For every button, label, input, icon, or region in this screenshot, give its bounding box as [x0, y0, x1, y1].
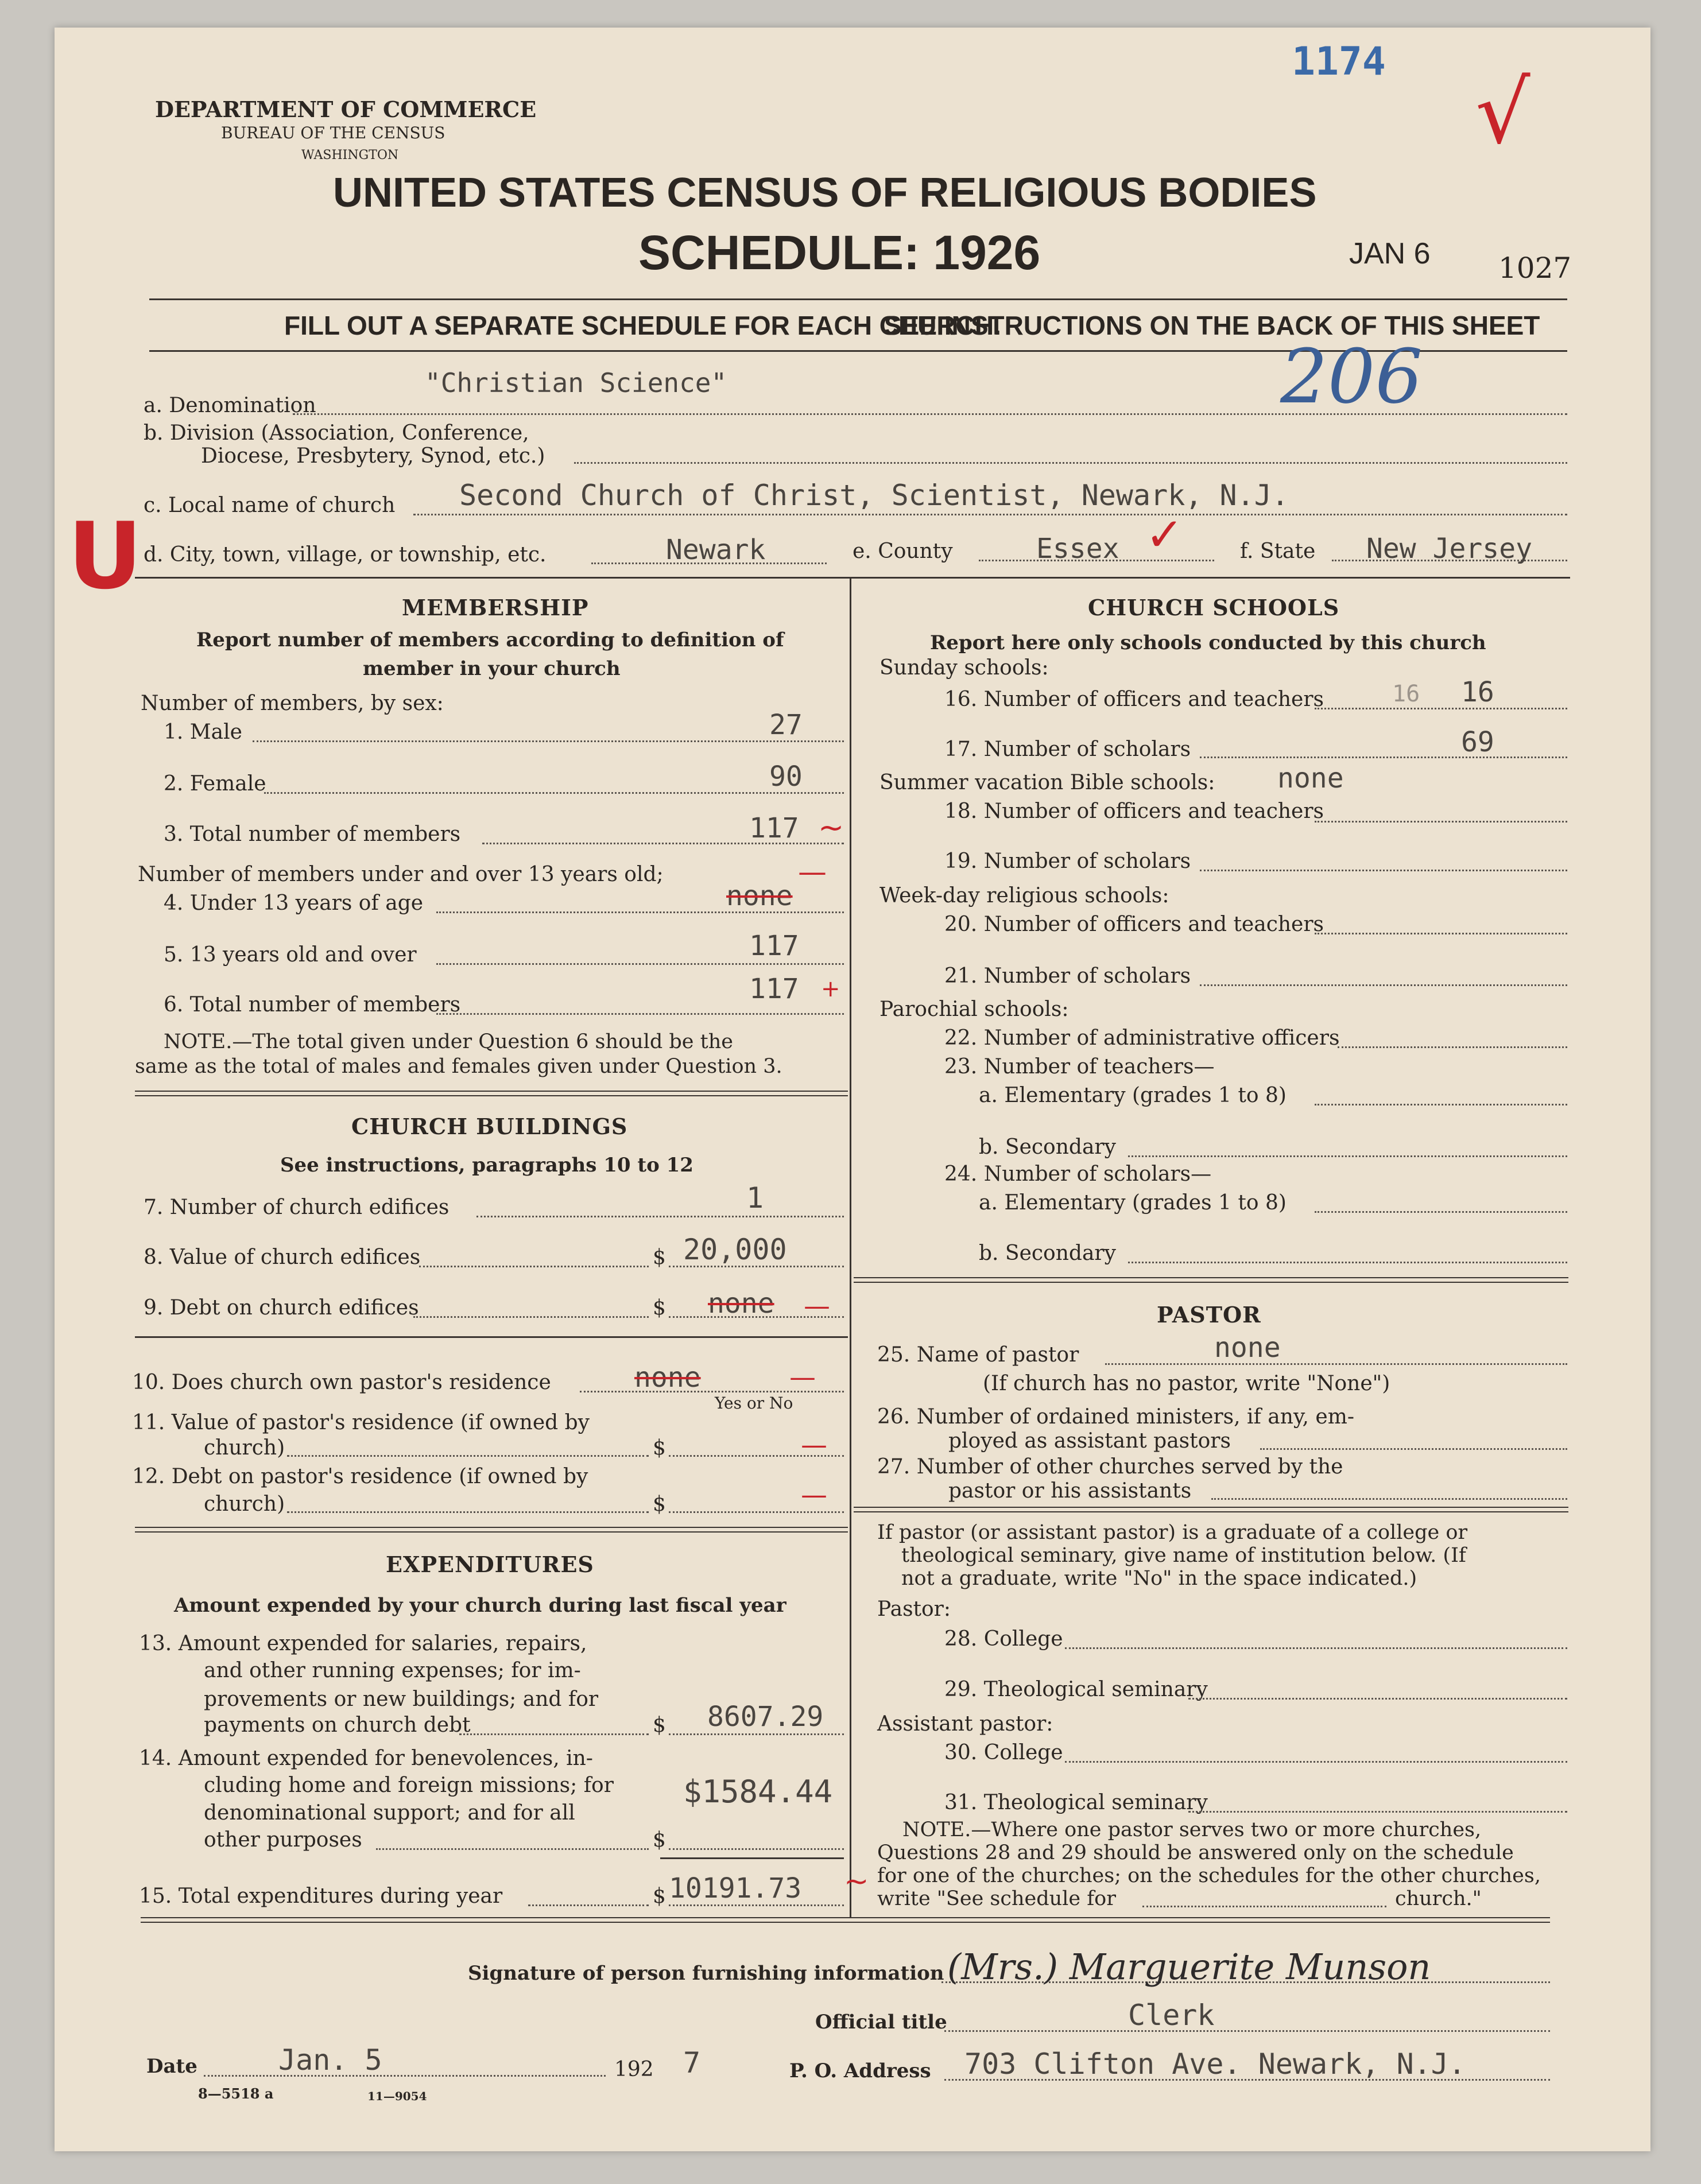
- running-expenses-label-3: provements or new buildings; and for: [204, 1688, 599, 1711]
- members-by-age: Number of members under and over 13 years old;: [138, 863, 664, 886]
- county-value: Essex: [1036, 533, 1119, 565]
- date-value: Jan. 5: [278, 2043, 382, 2077]
- date-label: Date: [146, 2055, 197, 2078]
- running-expenses-amount-line: [669, 1733, 844, 1735]
- residence-debt-mark: —: [801, 1479, 827, 1510]
- teachers-elementary-label: a. Elementary (grades 1 to 8): [979, 1084, 1287, 1107]
- benevolences-label-2: cluding home and foreign missions; for: [204, 1774, 614, 1797]
- female-label: 2. Female: [164, 772, 266, 796]
- assistant-ministers-label-2: ployed as assistant pastors: [948, 1429, 1231, 1453]
- pastor-note-4: write "See schedule for: [877, 1887, 1116, 1910]
- running-expenses-value: 8607.29: [707, 1701, 824, 1733]
- summer-scholars-label: 19. Number of scholars: [944, 849, 1191, 873]
- graduate-intro-3: not a graduate, write "No" in the space indicated.): [901, 1567, 1417, 1590]
- margin-u-mark: U: [68, 502, 142, 610]
- residence-debt-line: [287, 1511, 649, 1513]
- scholars-secondary-line: [1128, 1262, 1567, 1263]
- denomination-label: a. Denomination: [144, 394, 316, 417]
- stamp-number: 1174: [1292, 39, 1386, 84]
- pastor-name-value: none: [1214, 1332, 1281, 1364]
- signature-label: Signature of person furnishing information: [468, 1962, 944, 1985]
- residence-debt-label-2: church): [204, 1492, 285, 1516]
- assistant-ministers-line: [1260, 1448, 1567, 1450]
- official-title-line: [944, 2030, 1550, 2032]
- membership-intro: Report number of members according to definition of: [196, 629, 784, 651]
- official-title-label: Official title: [815, 2011, 947, 2034]
- other-churches-line: [1211, 1498, 1567, 1500]
- residence-value-dollar: $: [653, 1436, 666, 1460]
- po-address-value: 703 Clifton Ave. Newark, N.J.: [964, 2047, 1466, 2081]
- church-name-line: [413, 514, 1567, 515]
- sunday-scholars-label: 17. Number of scholars: [944, 738, 1191, 761]
- edifice-value-line: [419, 1266, 649, 1267]
- county-label: e. County: [853, 540, 953, 563]
- membership-intro-2: member in your church: [363, 657, 621, 680]
- benevolences-line: [376, 1848, 649, 1850]
- print-number: 11—9054: [367, 2089, 427, 2103]
- summer-schools-head: Summer vacation Bible schools:: [879, 771, 1215, 794]
- yes-no-hint: Yes or No: [715, 1394, 793, 1413]
- assistant-college-label: 30. College: [944, 1741, 1063, 1764]
- membership-rule: [135, 1091, 848, 1096]
- assistant-edu-head: Assistant pastor:: [877, 1712, 1053, 1736]
- over-13-line: [436, 963, 844, 965]
- summer-officers-label: 18. Number of officers and teachers: [944, 800, 1324, 823]
- parochial-scholars-label: 24. Number of scholars—: [944, 1162, 1212, 1186]
- bureau-name: BUREAU OF THE CENSUS: [221, 123, 445, 142]
- residence-value-mark: —: [801, 1429, 827, 1460]
- running-expenses-label-4: payments on church debt: [204, 1713, 471, 1737]
- date-year-prefix: 192: [614, 2058, 654, 2081]
- sunday-scholars-line: [1200, 757, 1567, 758]
- sunday-officers-faint: 16: [1392, 681, 1420, 707]
- received-year: 1027: [1498, 251, 1572, 285]
- total-expenditures-check: ~: [844, 1864, 869, 1899]
- parochial-admin-line: [1338, 1046, 1567, 1048]
- teachers-elementary-line: [1315, 1104, 1567, 1105]
- edifices-line: [476, 1216, 844, 1217]
- male-label: 1. Male: [164, 720, 242, 744]
- residence-value-line: [287, 1455, 649, 1457]
- sunday-schools-head: Sunday schools:: [879, 656, 1049, 680]
- summer-officers-line: [1315, 821, 1567, 823]
- over-13-label: 5. 13 years old and over: [164, 943, 417, 967]
- assistant-seminary-line: [1188, 1811, 1567, 1813]
- denomination-value: "Christian Science": [425, 367, 727, 398]
- total-expenditures-amount-line: [669, 1904, 844, 1906]
- running-expenses-dollar: $: [653, 1713, 666, 1737]
- other-churches-label-2: pastor or his assistants: [948, 1479, 1192, 1503]
- male-line: [253, 740, 844, 742]
- assistant-seminary-label: 31. Theological seminary: [944, 1791, 1208, 1814]
- edifices-label: 7. Number of church edifices: [144, 1196, 450, 1219]
- edifice-debt-amount: none: [708, 1287, 774, 1320]
- total-members-value: 117: [749, 812, 799, 844]
- over-13-value: 117: [749, 930, 799, 962]
- header-rule: [149, 298, 1567, 300]
- received-stamp: JAN 6: [1349, 237, 1431, 270]
- footer-rule: [141, 1917, 1550, 1923]
- buildings-rule: [135, 1527, 848, 1533]
- pastor-seminary-label: 29. Theological seminary: [944, 1678, 1208, 1701]
- edifice-debt-dollar: $: [653, 1296, 666, 1320]
- total-members-6-line: [436, 1013, 844, 1015]
- graduate-intro-2: theological seminary, give name of institution below. (If: [901, 1544, 1466, 1567]
- county-check: ✓: [1145, 508, 1184, 561]
- po-address-label: P. O. Address: [789, 2059, 931, 2082]
- total-members-6-value: 117: [749, 973, 799, 1005]
- total-members-check: ~: [818, 809, 844, 845]
- pastor-name-hint: (If church has no pastor, write "None"): [983, 1372, 1390, 1395]
- benevolences-amount-line: [669, 1848, 844, 1850]
- sunday-scholars-value: 69: [1461, 726, 1494, 758]
- total-members-6-label: 6. Total number of members: [164, 993, 461, 1017]
- schedule-year: SCHEDULE: 1926: [638, 226, 1041, 280]
- form-title: UNITED STATES CENSUS OF RELIGIOUS BODIES: [333, 170, 1317, 216]
- total-members-6-check: +: [821, 976, 840, 1002]
- female-value: 90: [769, 761, 803, 793]
- form-number: 8—5518 a: [198, 2085, 274, 2102]
- residence-debt-label: 12. Debt on pastor's residence (if owned by: [132, 1465, 588, 1488]
- pastor-heading: PASTOR: [1157, 1302, 1261, 1328]
- residence-debt-dollar: $: [653, 1492, 666, 1516]
- residence-owned-mark: —: [789, 1361, 816, 1392]
- residence-owned-label: 10. Does church own pastor's residence: [132, 1371, 551, 1394]
- edifice-debt-label: 9. Debt on church edifices: [144, 1296, 419, 1320]
- membership-note: NOTE.—The total given under Question 6 should be the: [164, 1030, 733, 1053]
- edifices-value: 1: [746, 1181, 764, 1215]
- total-expenditures-dollar: $: [653, 1884, 666, 1908]
- membership-note-2: same as the total of males and females given under Question 3.: [135, 1055, 782, 1078]
- pastor-note: NOTE.—Where one pastor serves two or more churches,: [902, 1818, 1482, 1841]
- edifice-value-dollar: $: [653, 1246, 666, 1269]
- sunday-officers-line: [1315, 708, 1567, 709]
- pastor-rule: [854, 1507, 1568, 1512]
- bureau-city: WASHINGTON: [301, 148, 399, 162]
- department-name: DEPARTMENT OF COMMERCE: [155, 96, 537, 122]
- code-number: 206: [1280, 333, 1423, 420]
- graduate-intro: If pastor (or assistant pastor) is a graduate of a college or: [877, 1521, 1468, 1544]
- running-expenses-label: 13. Amount expended for salaries, repairs,: [139, 1632, 587, 1655]
- pastor-note-5: church.": [1395, 1887, 1482, 1910]
- edifice-value-label: 8. Value of church edifices: [144, 1246, 421, 1269]
- expenditures-sub: Amount expended by your church during last fiscal year: [174, 1594, 786, 1617]
- assistant-college-line: [1065, 1761, 1567, 1763]
- weekday-schools-head: Week-day religious schools:: [879, 884, 1169, 907]
- benevolences-value: $1584.44: [683, 1774, 833, 1810]
- scholars-secondary-label: b. Secondary: [979, 1242, 1116, 1265]
- state-label: f. State: [1240, 540, 1316, 563]
- scholars-elementary-line: [1315, 1211, 1567, 1213]
- date-year-digit: 7: [683, 2046, 701, 2080]
- pastor-college-line: [1065, 1647, 1567, 1649]
- sunday-officers-label: 16. Number of officers and teachers: [944, 688, 1324, 711]
- column-divider: [850, 579, 851, 1917]
- total-expenditures-label: 15. Total expenditures during year: [139, 1884, 503, 1908]
- division-label-2: Diocese, Presbytery, Synod, etc.): [201, 444, 545, 468]
- residence-owned-value: none: [634, 1361, 701, 1394]
- benevolences-label-3: denominational support; and for all: [204, 1801, 575, 1825]
- pastor-edu-head: Pastor:: [877, 1597, 951, 1621]
- pastor-name-line: [1105, 1363, 1567, 1365]
- date-line: [204, 2075, 606, 2077]
- summer-schools-value: none: [1277, 762, 1344, 794]
- under-13-label: 4. Under 13 years of age: [164, 891, 424, 915]
- parochial-schools-head: Parochial schools:: [879, 998, 1069, 1021]
- edifice-debt-mark: —: [804, 1290, 830, 1321]
- parochial-teachers-label: 23. Number of teachers—: [944, 1055, 1215, 1079]
- total-members-label: 3. Total number of members: [164, 823, 461, 846]
- membership-heading: MEMBERSHIP: [402, 595, 589, 620]
- church-name-label: c. Local name of church: [144, 494, 396, 517]
- by-age-mark: —: [798, 855, 827, 889]
- under-13-value: none: [726, 880, 793, 912]
- running-expenses-label-2: and other running expenses; for im-: [204, 1659, 581, 1682]
- scholars-elementary-label: a. Elementary (grades 1 to 8): [979, 1191, 1287, 1215]
- residence-value-label-2: church): [204, 1436, 285, 1460]
- residence-debt-amount-line: [669, 1511, 844, 1513]
- pastor-note-3: for one of the churches; on the schedules for the other churches,: [877, 1864, 1541, 1887]
- expenditures-heading: EXPENDITURES: [386, 1551, 594, 1577]
- city-value: Newark: [666, 534, 766, 566]
- weekday-officers-label: 20. Number of officers and teachers: [944, 913, 1324, 936]
- city-label: d. City, town, village, or township, etc.: [144, 543, 547, 567]
- pastor-college-label: 28. College: [944, 1627, 1063, 1651]
- check-mark: √: [1475, 63, 1530, 163]
- parochial-admin-label: 22. Number of administrative officers: [944, 1026, 1340, 1050]
- residence-value-label: 11. Value of pastor's residence (if owned by: [132, 1411, 590, 1434]
- sunday-officers-value: 16: [1461, 676, 1494, 708]
- identity-rule: [135, 577, 1570, 579]
- weekday-scholars-line: [1200, 984, 1567, 986]
- benevolences-label: 14. Amount expended for benevolences, in-: [139, 1747, 593, 1770]
- benevolences-label-4: other purposes: [204, 1828, 362, 1852]
- members-by-sex: Number of members, by sex:: [141, 692, 444, 715]
- teachers-secondary-label: b. Secondary: [979, 1135, 1116, 1159]
- signature-value: (Mrs.) Marguerite Munson: [947, 1946, 1431, 1988]
- buildings-sub: See instructions, paragraphs 10 to 12: [280, 1154, 693, 1177]
- pastor-note-2: Questions 28 and 29 should be answered only on the schedule: [877, 1841, 1514, 1864]
- summer-scholars-line: [1200, 870, 1567, 871]
- female-line: [264, 792, 844, 794]
- running-expenses-line: [459, 1733, 649, 1735]
- instruction-line-2: SEE INSTRUCTIONS ON THE BACK OF THIS SHEET: [884, 311, 1540, 340]
- benevolences-rule: [660, 1857, 844, 1859]
- assistant-ministers-label: 26. Number of ordained ministers, if any, em-: [877, 1405, 1354, 1429]
- total-expenditures-value: 10191.73: [669, 1872, 802, 1904]
- pastor-seminary-line: [1188, 1698, 1567, 1700]
- edifice-rule: [135, 1336, 848, 1338]
- denomination-line: [293, 413, 1567, 415]
- church-name-value: Second Church of Christ, Scientist, Newark, N.J.: [459, 479, 1289, 512]
- pastor-name-label: 25. Name of pastor: [877, 1343, 1079, 1367]
- edifice-value-amount: 20,000: [683, 1233, 787, 1266]
- weekday-officers-line: [1315, 933, 1567, 934]
- instruction-line: FILL OUT A SEPARATE SCHEDULE FOR EACH CHURCH.: [284, 311, 1001, 340]
- schools-heading: CHURCH SCHOOLS: [1088, 595, 1340, 620]
- pastor-note-line: [1142, 1906, 1386, 1907]
- state-value: New Jersey: [1366, 533, 1532, 565]
- schools-sub: Report here only schools conducted by this church: [930, 631, 1486, 654]
- edifice-debt-line: [413, 1316, 649, 1318]
- male-value: 27: [769, 709, 803, 741]
- benevolences-dollar: $: [653, 1828, 666, 1852]
- other-churches-label: 27. Number of other churches served by the: [877, 1455, 1343, 1479]
- schools-rule: [854, 1277, 1568, 1283]
- division-line: [574, 462, 1567, 464]
- buildings-heading: CHURCH BUILDINGS: [351, 1114, 628, 1139]
- total-expenditures-line: [528, 1904, 649, 1906]
- weekday-scholars-label: 21. Number of scholars: [944, 964, 1191, 988]
- teachers-secondary-line: [1128, 1155, 1567, 1157]
- official-title-value: Clerk: [1128, 1999, 1215, 2032]
- division-label: b. Division (Association, Conference,: [144, 421, 529, 445]
